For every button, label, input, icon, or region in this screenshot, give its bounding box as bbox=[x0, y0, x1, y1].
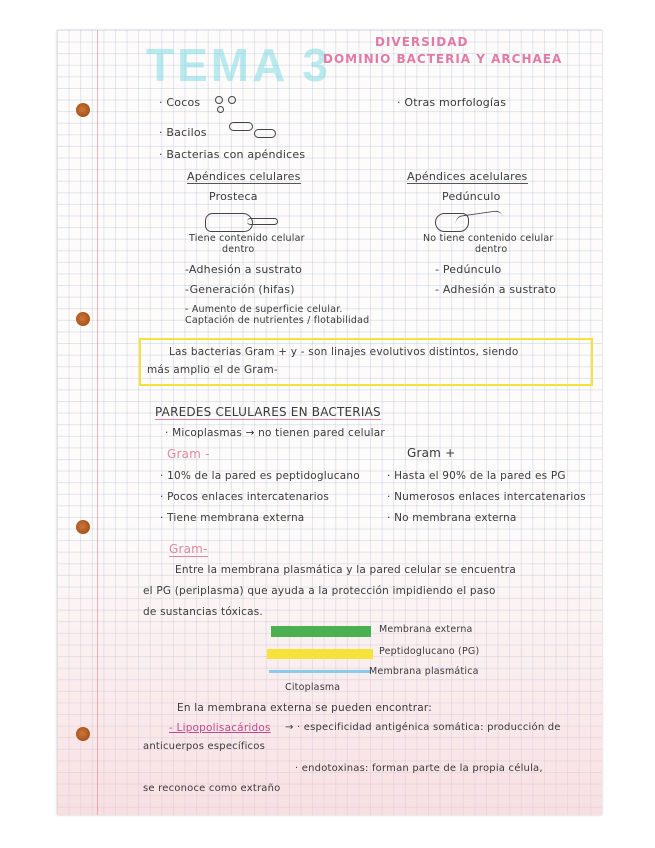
prosteca-label: Prosteca bbox=[209, 190, 258, 203]
lipopolisacaridos-term: - Lipopolisacáridos bbox=[169, 722, 271, 734]
celular-item-captacion: Captación de nutrientes / flotabilidad bbox=[185, 315, 370, 326]
coccus-drawing bbox=[228, 96, 236, 104]
gram-neg-item: · Pocos enlaces intercatenarios bbox=[160, 491, 330, 503]
pedunculo-label: Pedúnculo bbox=[442, 190, 501, 203]
note-line2: más amplio el de Gram- bbox=[147, 364, 278, 376]
apendices-label: · Bacterias con apéndices bbox=[159, 148, 306, 161]
gram-pos-item: · Numerosos enlaces intercatenarios bbox=[387, 491, 586, 503]
lipopolisacaridos-detail: → · especificidad antigénica somática: producción de bbox=[285, 722, 561, 733]
note-line1: Las bacterias Gram + y - son linajes evolutivos distintos, siendo bbox=[169, 346, 519, 358]
citoplasma-label: Citoplasma bbox=[285, 682, 341, 693]
prosteca-stalk-drawing bbox=[247, 218, 278, 225]
gram-neg-item: · 10% de la pared es peptidoglucano bbox=[160, 470, 360, 482]
pedunculo-desc: No tiene contenido celular bbox=[423, 233, 554, 244]
gram-pos-label: Gram + bbox=[407, 446, 456, 460]
prosteca-drawing bbox=[205, 213, 253, 232]
gram-neg-section-label: Gram- bbox=[169, 542, 208, 556]
punch-hole bbox=[76, 727, 90, 741]
prosteca-desc: Tiene contenido celular bbox=[189, 233, 305, 244]
title-tema: TEMA 3 bbox=[146, 39, 331, 91]
paredes-heading: PAREDES CELULARES EN BACTERIAS bbox=[155, 405, 381, 419]
gram-neg-paragraph-line1: Entre la membrana plasmática y la pared celular se encuentra bbox=[175, 564, 516, 576]
otras-morfologias: · Otras morfologías bbox=[397, 96, 507, 109]
endotoxinas-detail: · endotoxinas: forman parte de la propia célula, bbox=[295, 763, 543, 774]
coccus-drawing bbox=[217, 106, 224, 113]
punch-hole bbox=[76, 520, 90, 534]
pedunculo-desc-cont: dentro bbox=[475, 244, 508, 255]
bacillus-drawing bbox=[254, 129, 276, 138]
title-diversidad: DIVERSIDAD bbox=[375, 35, 469, 49]
margin-line bbox=[97, 30, 98, 815]
acelular-item-adhesion: - Adhesión a sustrato bbox=[435, 283, 556, 296]
gram-neg-label: Gram - bbox=[167, 447, 210, 461]
apendices-acelulares-header: Apéndices acelulares bbox=[407, 170, 528, 183]
outer-membrane-layer bbox=[271, 626, 371, 637]
membrana-externa-intro: En la membrana externa se pueden encontrar: bbox=[177, 702, 432, 714]
gram-neg-item: · Tiene membrana externa bbox=[160, 512, 305, 524]
lipopolisacaridos-detail-cont: anticuerpos específicos bbox=[143, 741, 265, 752]
celular-item-superficie: - Aumento de superficie celular. bbox=[185, 304, 343, 315]
endotoxinas-detail-cont: se reconoce como extraño bbox=[143, 783, 281, 794]
bacilos-label: · Bacilos bbox=[159, 126, 207, 139]
acelular-item-pedunculo: - Pedúnculo bbox=[435, 263, 502, 276]
micoplasmas-note: · Micoplasmas → no tienen pared celular bbox=[165, 427, 385, 439]
gram-pos-item: · Hasta el 90% de la pared es PG bbox=[387, 470, 566, 482]
peptidoglycan-layer bbox=[267, 649, 373, 659]
apendices-celulares-header: Apéndices celulares bbox=[187, 170, 301, 183]
outer-membrane-label: Membrana externa bbox=[379, 624, 473, 635]
title-dominio: DOMINIO BACTERIA Y ARCHAEA bbox=[323, 52, 563, 66]
gram-neg-paragraph-line3: de sustancias tóxicas. bbox=[143, 606, 263, 618]
bacillus-drawing bbox=[229, 122, 253, 131]
gram-neg-paragraph-line2: el PG (periplasma) que ayuda a la protección impidiendo el paso bbox=[143, 585, 496, 597]
coccus-drawing bbox=[215, 96, 223, 104]
prosteca-desc-cont: dentro bbox=[222, 244, 255, 255]
notebook-page bbox=[57, 30, 602, 815]
peptidoglycan-label: Peptidoglucano (PG) bbox=[379, 646, 480, 657]
plasma-membrane-label: Membrana plasmática bbox=[369, 666, 479, 677]
gram-pos-item: · No membrana externa bbox=[387, 512, 517, 524]
plasma-membrane-layer bbox=[269, 670, 371, 673]
cocos-label: · Cocos bbox=[159, 96, 201, 109]
celular-item-generacion: -Generación (hifas) bbox=[185, 283, 295, 296]
celular-item-adhesion: -Adhesión a sustrato bbox=[185, 263, 303, 276]
punch-hole bbox=[76, 103, 90, 117]
punch-hole bbox=[76, 312, 90, 326]
